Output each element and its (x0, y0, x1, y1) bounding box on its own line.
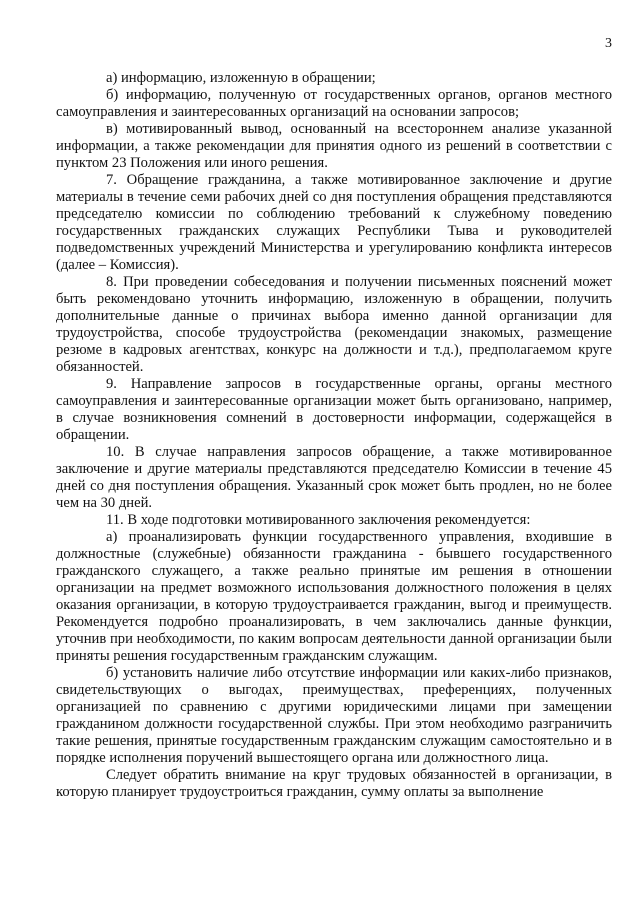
paragraph-item-v: в) мотивированный вывод, основанный на всестороннем анализе указанной информации, а также рекомендации для принятия одного из решений в соответствии с пунктом 23 Положения или иного решения. (56, 121, 612, 171)
paragraph-11: 11. В ходе подготовки мотивированного заключения рекомендуется: (106, 512, 531, 528)
paragraph-7: 7. Обращение гражданина, а также мотивированное заключение и другие материалы в течение семи рабочих дней со дня поступления обращения представляются председателю комиссии по соблюдению требований к служебному поведению государственных гражданских служащих Республики Тыва и руководителей подведомственных учреждений Министерства и урегулированию конфликта интересов (далее – Комиссия). (56, 172, 612, 273)
paragraph-item-a: а) информацию, изложенную в обращении; (106, 70, 376, 86)
paragraph-item-b: б) информацию, полученную от государственных органов, органов местного самоуправления и заинтересованных организаций на основании запросов; (56, 87, 612, 120)
paragraph-9: 9. Направление запросов в государственные органы, органы местного самоуправления и заинтересованные организации может быть организовано, например, в случае возникновения сомнений в достоверности информации, содержащейся в обращении. (56, 376, 612, 443)
paragraph-note: Следует обратить внимание на круг трудовых обязанностей в организации, в которую планирует трудоустроиться гражданин, сумму оплаты за выполнение (56, 767, 612, 800)
paragraph-8: 8. При проведении собеседования и получении письменных пояснений может быть рекомендовано уточнить информацию, изложенную в обращении, получить дополнительные данные о причинах выбора именно данной организации для трудоустройства, способе трудоустройства (рекомендации знакомых, размещение резюме в кадровых агентствах, конкурс на должности и т.д.), предполагаемом круге обязанностей. (56, 274, 612, 375)
paragraph-10: 10. В случае направления запросов обращение, а также мотивированное заключение и другие материалы представляются председателю Комиссии в течение 45 дней со дня поступления обращения. Указанный срок может быть продлен, но не более чем на 30 дней. (56, 444, 612, 511)
paragraph-11-a: а) проанализировать функции государственного управления, входившие в должностные (служебные) обязанности гражданина - бывшего государственного гражданского служащего, а также реально принятые им решения в отношении организации на предмет возможного использования должностного положения в целях оказания организации, в которую трудоустраивается гражданин, выгод и преимуществ. Рекомендуется подробно проанализировать, в чем заключались данные функции, уточнив при необходимости, по каким вопросам деятельности данной организации были приняты решения государственным гражданским служащим. (56, 529, 612, 664)
document-body (56, 70, 612, 801)
page-number: 3 (605, 36, 612, 51)
paragraph-11-b: б) установить наличие либо отсутствие информации или каких-либо признаков, свидетельствующих о выгодах, преимуществах, преференциях, полученных организацией по сравнению с другими юридическими лицами при замещении гражданином должности государственной службы. При этом необходимо разграничить такие решения, принятые государственным гражданским служащим самостоятельно и в порядке исполнения поручений вышестоящего органа или должностного лица. (56, 665, 612, 766)
